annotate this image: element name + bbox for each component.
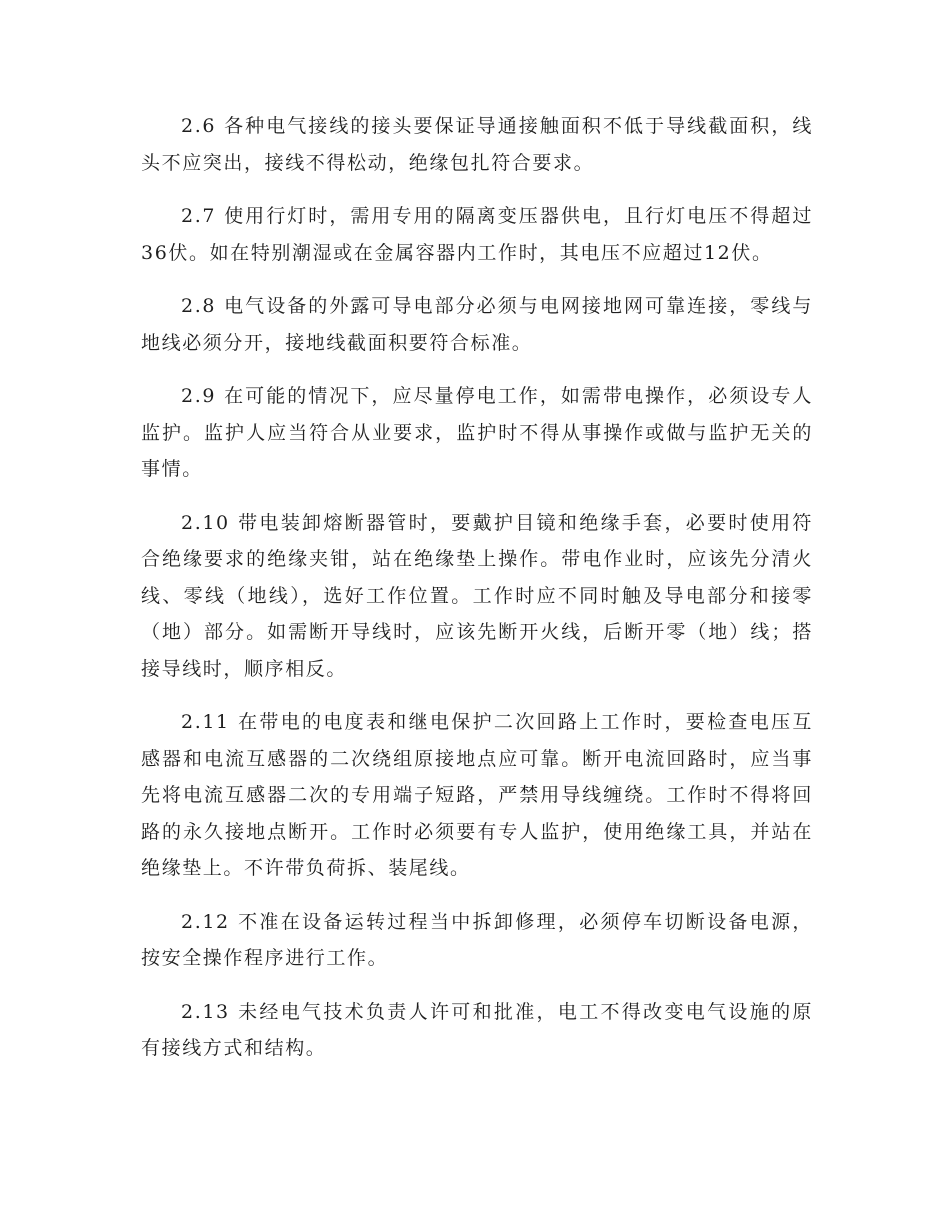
paragraph-2-10: 2.10 带电装卸熔断器管时，要戴护目镜和绝缘手套，必要时使用符合绝缘要求的绝缘夹钳，站在绝缘垫上操作。带电作业时，应该先分清火线、零线（地线），选好工作位置。工作时应不同时触及导电部分和接零（地）部分。如需断开导线时，应该先断开火线，后断开零（地）线；搭接导线时，顺序相反。 bbox=[141, 511, 813, 680]
document-body bbox=[141, 108, 813, 1084]
paragraph-2-8: 2.8 电气设备的外露可导电部分必须与电网接地网可靠连接，零线与地线必须分开，接地线截面积要符合标准。 bbox=[141, 295, 813, 354]
paragraph-2-6: 2.6 各种电气接线的接头要保证导通接触面积不低于导线截面积，线头不应突出，接线不得松动，绝缘包扎符合要求。 bbox=[141, 115, 813, 174]
paragraph-2-7: 2.7 使用行灯时，需用专用的隔离变压器供电，且行灯电压不得超过36伏。如在特别潮湿或在金属容器内工作时，其电压不应超过12伏。 bbox=[141, 205, 813, 264]
paragraph-2-12: 2.12 不准在设备运转过程当中拆卸修理，必须停车切断设备电源，按安全操作程序进行工作。 bbox=[141, 910, 813, 969]
paragraph-2-13: 2.13 未经电气技术负责人许可和批准，电工不得改变电气设施的原有接线方式和结构。 bbox=[141, 1000, 813, 1059]
paragraph-2-11: 2.11 在带电的电度表和继电保护二次回路上工作时，要检查电压互感器和电流互感器的二次绕组原接地点应可靠。断开电流回路时，应当事先将电流互感器二次的专用端子短路，严禁用导线缠绕。工作时不得将回路的永久接地点断开。工作时必须要有专人监护，使用绝缘工具，并站在绝缘垫上。不许带负荷拆、装尾线。 bbox=[141, 711, 813, 879]
paragraph-2-9: 2.9 在可能的情况下，应尽量停电工作，如需带电操作，必须设专人监护。监护人应当符合从业要求，监护时不得从事操作或做与监护无关的事情。 bbox=[141, 385, 813, 480]
